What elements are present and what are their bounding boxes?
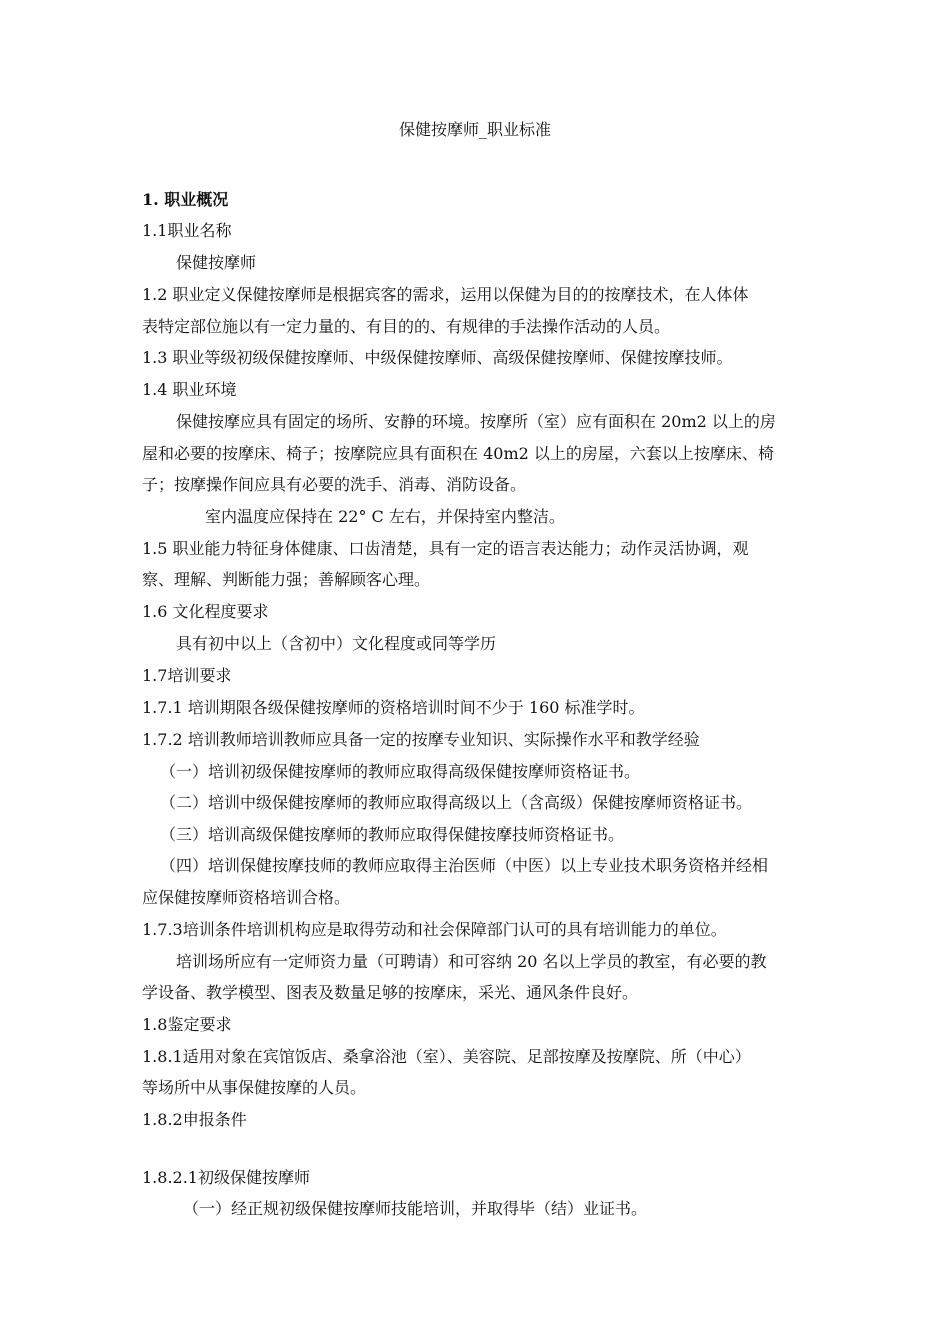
paragraph-line: 1.7.3培训条件培训机构应是取得劳动和社会保障部门认可的具有培训能力的单位。 bbox=[142, 920, 727, 939]
section-heading: 1. 职业概况 bbox=[142, 190, 229, 209]
subsection-heading: 1.8.2.1初级保健按摩师 bbox=[142, 1168, 310, 1187]
subsection-heading: 1.8鉴定要求 bbox=[142, 1015, 232, 1034]
paragraph-line: 培训场所应有一定师资力量（可聘请）和可容纳 20 名以上学员的教室，有必要的教 bbox=[176, 952, 767, 971]
list-item: （二）培训中级保健按摩师的教师应取得高级以上（含高级）保健按摩师资格证书。 bbox=[160, 793, 753, 812]
paragraph-line: 子；按摩操作间应具有必要的洗手、消毒、消防设备。 bbox=[142, 475, 527, 494]
subsection-heading: 1.1职业名称 bbox=[142, 221, 232, 240]
paragraph-line: 1.2 职业定义保健按摩师是根据宾客的需求，运用以保健为目的的按摩技术，在人体体 bbox=[142, 285, 749, 304]
paragraph-line: 学设备、教学模型、图表及数量足够的按摩床，采光、通风条件良好。 bbox=[142, 983, 639, 1002]
document-title: 保健按摩师_职业标准 bbox=[398, 120, 551, 139]
paragraph-line: 察、理解、判断能力强；善解顾客心理。 bbox=[142, 570, 431, 589]
list-item: （四）培训保健按摩技师的教师应取得主治医师（中医）以上专业技术职务资格并经相 bbox=[160, 856, 769, 875]
paragraph-line: 保健按摩师 bbox=[176, 253, 257, 272]
paragraph-line: 等场所中从事保健按摩的人员。 bbox=[142, 1078, 367, 1097]
paragraph-line: 保健按摩应具有固定的场所、安静的环境。按摩所（室）应有面积在 20m2 以上的房 bbox=[176, 412, 776, 431]
paragraph-line: 1.7.1 培训期限各级保健按摩师的资格培训时间不少于 160 标准学时。 bbox=[142, 698, 645, 717]
paragraph-line: 室内温度应保持在 22° C 左右，并保持室内整洁。 bbox=[205, 507, 565, 526]
paragraph-line: 应保健按摩师资格培训合格。 bbox=[142, 888, 351, 907]
paragraph-line: 1.7.2 培训教师培训教师应具备一定的按摩专业知识、实际操作水平和教学经验 bbox=[142, 730, 700, 749]
paragraph-line: 1.8.1适用对象在宾馆饭店、桑拿浴池（室）、美容院、足部按摩及按摩院、所（中心） bbox=[142, 1047, 751, 1066]
list-item: （三）培训高级保健按摩师的教师应取得保健按摩技师资格证书。 bbox=[160, 825, 625, 844]
paragraph-line: 具有初中以上（含初中）文化程度或同等学历 bbox=[176, 634, 497, 653]
subsection-heading: 1.8.2申报条件 bbox=[142, 1110, 247, 1129]
list-item: （一）经正规初级保健按摩师技能培训，并取得毕（结）业证书。 bbox=[183, 1199, 648, 1218]
paragraph-line: 屋和必要的按摩床、椅子；按摩院应具有面积在 40m2 以上的房屋，六套以上按摩床、椅 bbox=[142, 444, 774, 463]
subsection-heading: 1.6 文化程度要求 bbox=[142, 602, 269, 621]
paragraph-line: 1.3 职业等级初级保健按摩师、中级保健按摩师、高级保健按摩师、保健按摩技师。 bbox=[142, 348, 733, 367]
paragraph-line: 1.5 职业能力特征身体健康、口齿清楚，具有一定的语言表达能力；动作灵活协调，观 bbox=[142, 539, 749, 558]
paragraph-line: 表特定部位施以有一定力量的、有目的的、有规律的手法操作活动的人员。 bbox=[142, 317, 671, 336]
list-item: （一）培训初级保健按摩师的教师应取得高级保健按摩师资格证书。 bbox=[160, 762, 641, 781]
subsection-heading: 1.4 职业环境 bbox=[142, 380, 237, 399]
subsection-heading: 1.7培训要求 bbox=[142, 666, 232, 685]
